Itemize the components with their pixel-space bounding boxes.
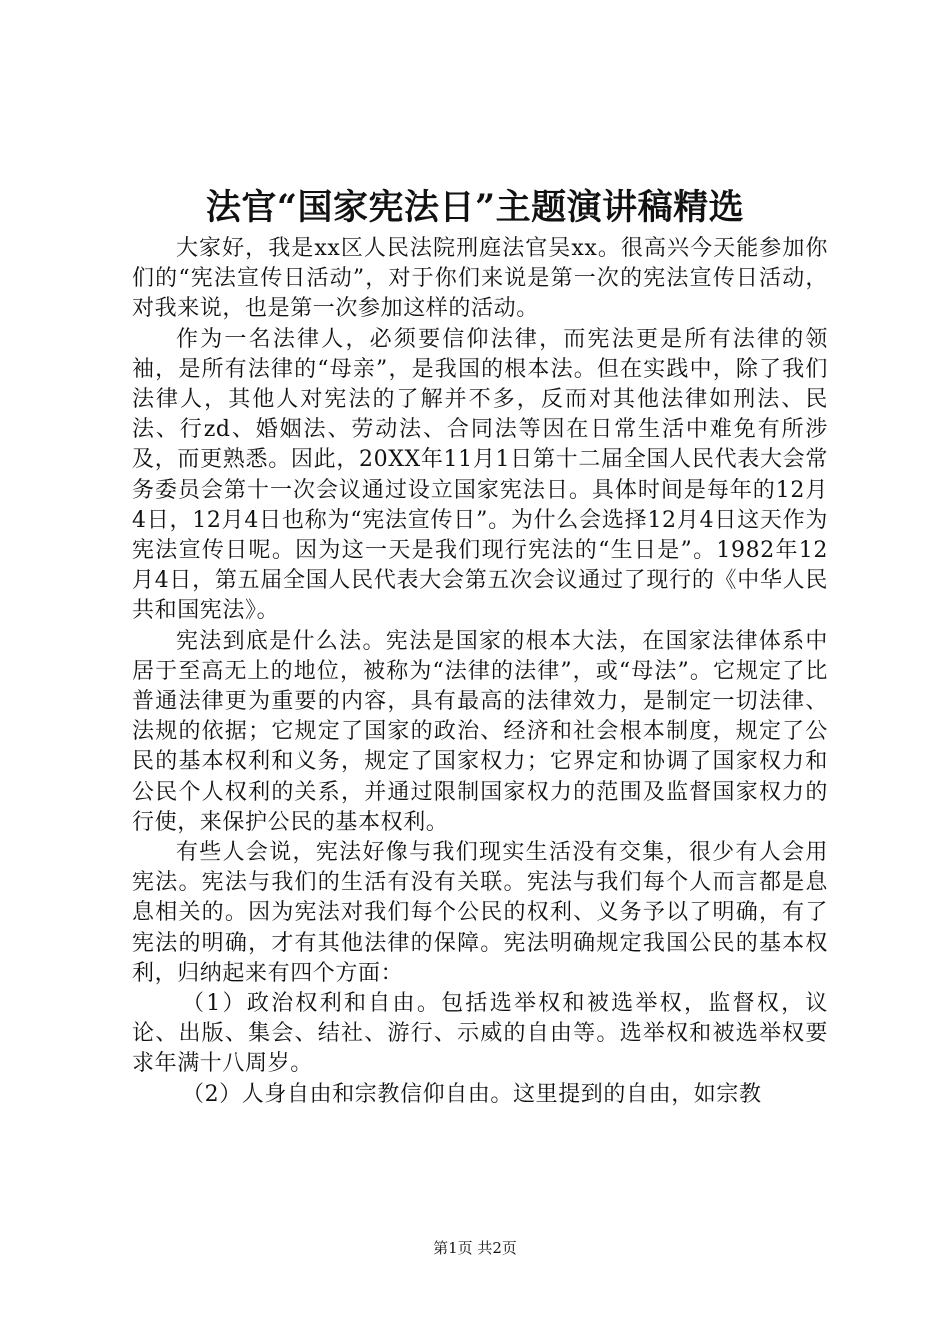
document-body bbox=[132, 234, 828, 1110]
paragraph-constitution-day: 作为一名法律人，必须要信仰法律，而宪法更是所有法律的领袖，是所有法律的“母亲”，是我国的根本法。但在实践中，除了我们法律人，其他人对宪法的了解并不多，反而对其他法律如刑法、民法、行zd、婚姻法、劳动法、合同法等因在日常生活中难免有所涉及，而更熟悉。因此，20XX年11月1日第十二届全国人民代表大会常务委员会第十一次会议通过设立国家宪法日。具体时间是每年的12月4日，12月4日也称为“宪法宣传日”。为什么会选择12月4日这天作为宪法宣传日呢。因为这一天是我们现行宪法的“生日是”。1982年12月4日，第五届全国人民代表大会第五次会议通过了现行的《中华人民共和国宪法》。 bbox=[132, 326, 828, 624]
document-title: 法官“国家宪法日”主题演讲稿精选 bbox=[205, 187, 745, 228]
paragraph-greeting: 大家好，我是xx区人民法院刑庭法官吴xx。很高兴今天能参加你们的“宪法宣传日活动”，对于你们来说是第一次的宪法宣传日活动，对我来说，也是第一次参加这样的活动。 bbox=[132, 236, 828, 322]
paragraph-relevance: 有些人会说，宪法好像与我们现实生活没有交集，很少有人会用宪法。宪法与我们的生活有没有关联。宪法与我们每个人而言都是息息相关的。因为宪法对我们每个公民的权利、义务予以了明确，有了宪法的明确，才有其他法律的保障。宪法明确规定我国公民的基本权利，归纳起来有四个方面： bbox=[132, 840, 828, 986]
paragraph-what-is-constitution: 宪法到底是什么法。宪法是国家的根本大法，在国家法律体系中居于至高无上的地位，被称为“法律的法律”，或“母法”。它规定了比普通法律更为重要的内容，具有最高的法律效力，是制定一切法律、法规的依据；它规定了国家的政治、经济和社会根本制度，规定了公民的基本权利和义务，规定了国家权力；它界定和协调了国家权力和公民个人权利的关系，并通过限制国家权力的范围及监督国家权力的行使，来保护公民的基本权利。 bbox=[132, 628, 828, 835]
paragraph-item-2: （2）人身自由和宗教信仰自由。这里提到的自由，如宗教 bbox=[182, 1081, 762, 1107]
page-number: 第1页 共2页 bbox=[433, 1239, 517, 1257]
paragraph-item-1: （1）政治权利和自由。包括选举权和被选举权，监督权，议论、出版、集会、结社、游行、示威的自由等。选举权和被选举权要求年满十八周岁。 bbox=[132, 991, 828, 1077]
